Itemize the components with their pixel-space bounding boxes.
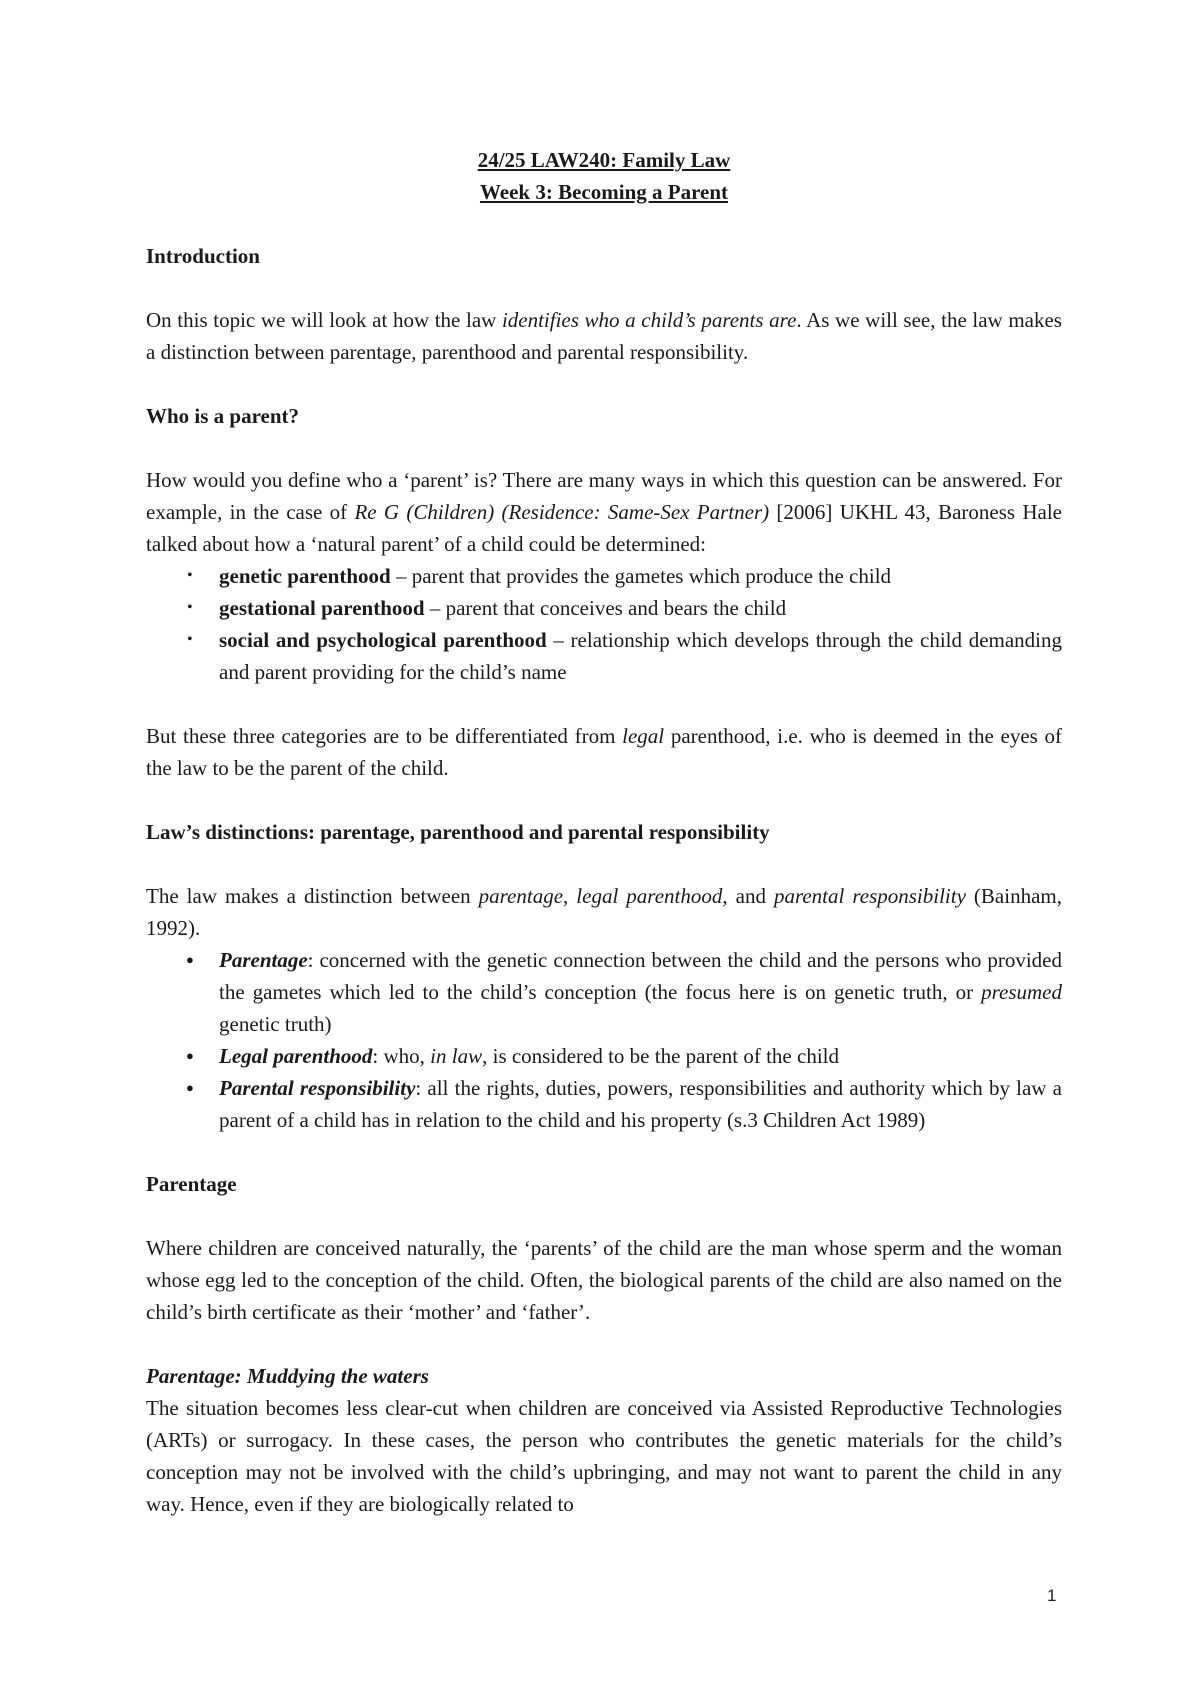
muddying-paragraph: The situation becomes less clear-cut when children are conceived via Assisted Reproductive Technologies (ARTs) or surrogacy. In these cases, the person who contributes the genetic materials for the child’s conception may not be involved with the child’s upbringing, and may not want to parent the child in any way. Hence, even if they are biologically related to bbox=[146, 1396, 1062, 1516]
section-heading-introduction: Introduction bbox=[146, 244, 260, 268]
parentage-paragraph: Where children are conceived naturally, the ‘parents’ of the child are the man whose sperm and the woman whose egg led to the conception of the child. Often, the biological parents of the child are also named on the child’s birth certificate as their ‘mother’ and ‘father’. bbox=[146, 1236, 1062, 1324]
intro-paragraph: On this topic we will look at how the law identifies who a child’s parents are. As we will see, the law makes a distinction between parentage, parenthood and parental responsibility. bbox=[146, 308, 1062, 364]
list-item: ● Parentage: concerned with the genetic connection between the child and the persons who provided the gametes which led to the child’s conception (the focus here is on genetic truth, or presumed genetic truth) bbox=[146, 944, 1062, 1040]
section-heading-who-is-a-parent: Who is a parent? bbox=[146, 404, 300, 428]
distinctions-paragraph: The law makes a distinction between parentage, legal parenthood, and parental responsibility (Bainham, 1992). bbox=[146, 884, 1062, 940]
document-body bbox=[146, 144, 1062, 1520]
subheading-muddying-the-waters: Parentage: Muddying the waters bbox=[146, 1364, 429, 1388]
section-heading-distinctions: Law’s distinctions: parentage, parenthood and parental responsibility bbox=[146, 820, 770, 844]
who-paragraph: How would you define who a ‘parent’ is? There are many ways in which this question can be answered. For example, in the case of Re G (Children) (Residence: Same-Sex Partner) [2006] UKHL 43, Baroness Hale talked about how a ‘natural parent’ of a child could be determined: bbox=[146, 468, 1062, 556]
list-item: • gestational parenthood – parent that conceives and bears the child bbox=[146, 592, 1062, 624]
natural-parent-list bbox=[146, 560, 1062, 688]
list-item: • social and psychological parenthood – relationship which develops through the child demanding and parent providing for the child’s name bbox=[146, 624, 1062, 688]
distinctions-list bbox=[146, 944, 1062, 1136]
list-item: ● Legal parenthood: who, in law, is considered to be the parent of the child bbox=[146, 1040, 1062, 1072]
legal-parenthood-paragraph: But these three categories are to be differentiated from legal parenthood, i.e. who is deemed in the eyes of the law to be the parent of the child. bbox=[146, 724, 1063, 780]
list-item: • genetic parenthood – parent that provides the gametes which produce the child bbox=[146, 560, 1062, 592]
section-heading-parentage: Parentage bbox=[146, 1172, 237, 1196]
document-subtitle: Week 3: Becoming a Parent bbox=[479, 180, 729, 204]
document-title: 24/25 LAW240: Family Law bbox=[477, 148, 731, 172]
page-number: 1 bbox=[1047, 1586, 1057, 1605]
list-item: ● Parental responsibility: all the rights, duties, powers, responsibilities and authority which by law a parent of a child has in relation to the child and his property (s.3 Children Act 1989) bbox=[146, 1072, 1062, 1136]
